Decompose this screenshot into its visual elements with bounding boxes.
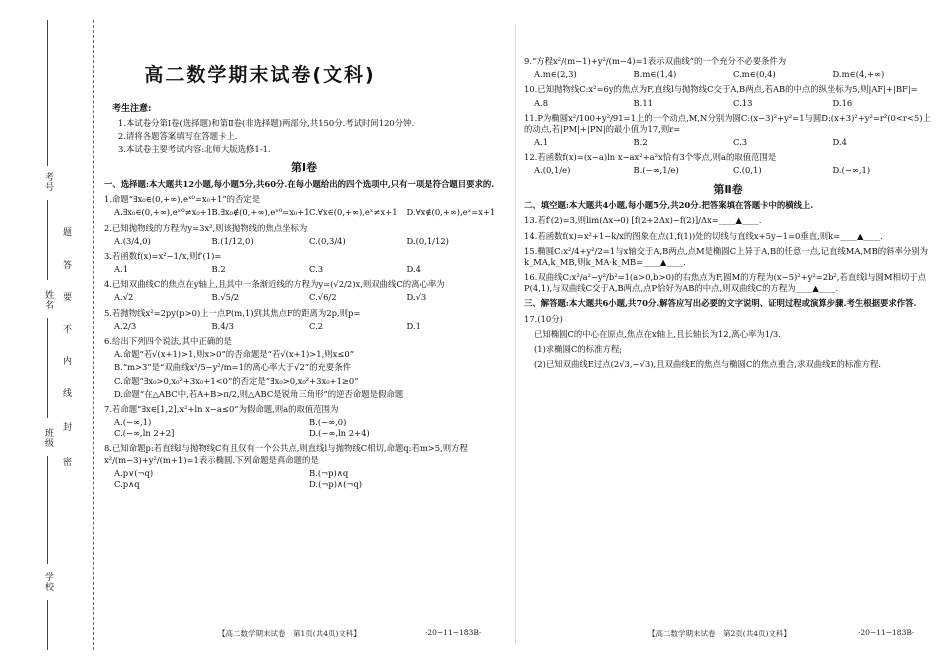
question-stem: 10.已知抛物线C:x²=6y的焦点为F,直线l与抛物线C交于A,B两点,若AB的中点的纵坐标为5,则|AF|+|BF|= (524, 84, 918, 95)
answer-option: B.∃x₀∉(0,+∞),eˣ⁰=x₀+1 (211, 207, 310, 218)
question-stem: 1.命题“∃x₀∈(0,+∞),eˣ⁰=x₀+1”的否定是 (104, 194, 261, 205)
answer-option: B.(¬p)∧q (309, 467, 349, 478)
answer-option: B.2 (633, 137, 648, 148)
answer-option: C.3 (309, 264, 324, 275)
answer-option: A.8 (534, 97, 549, 108)
exam-no-line-2 (47, 200, 48, 280)
question-stem: 9.“方程x²/(m−1)+y²/(m−4)=1表示双曲线”的一个充分不必要条件为 (524, 56, 787, 66)
answer-option: A.√2 (114, 292, 134, 303)
answer-option: D.(0,1/12) (406, 235, 449, 246)
statement-line: C.命题“∃x₀>0,x₀²+3x₀+1<0”的否定是“∃x₀>0,x₀²+3x₀+1≥0” (114, 375, 359, 386)
notice-heading: 考生注意: (112, 104, 152, 114)
question-13: 13.若f′(2)=3,则lim(Δx→0) [f(2+2Δx)−f(2)]/Δx=____▲____. (524, 215, 762, 226)
answer-option: B.2 (211, 264, 226, 275)
cut-line (93, 20, 94, 650)
options-row (114, 417, 504, 439)
answer-option: D.m∈(4,+∞) (832, 69, 885, 80)
answer-option: D.1 (406, 320, 421, 331)
part1-instruction: 一、选择题:本大题共12小题,每小题5分,共60分.在每小题给出的四个选项中,只有一项是符合题目要求的. (104, 179, 495, 190)
seal-char: 内 (63, 357, 73, 367)
answer-option: C.p∧q (114, 478, 140, 489)
exam-no-label: 考号 (43, 172, 53, 192)
answer-option: D.(−∞,1) (832, 165, 871, 176)
answer-option: D.16 (832, 97, 853, 108)
column-separator (515, 24, 516, 644)
options-row (114, 321, 504, 332)
answer-option: D.(¬p)∧(¬q) (309, 478, 363, 489)
statement-line: D.命题“在△ABC中,若A+B>π/2,则△ABC是锐角三角形”的逆否命题是假命题 (114, 388, 404, 399)
answer-option: C.(−∞,ln 2+2] (114, 428, 175, 439)
answer-option: B.m∈(1,4) (633, 69, 677, 80)
exam-no-line (47, 20, 48, 166)
statement-line: B.“m>3”是“双曲线x²/5−y²/m=1的离心率大于√2”的充要条件 (114, 362, 351, 373)
question-stem: 7.若命题“∃x∈[1,2],x²+ln x−a≤0”为假命题,则a的取值范围为 (104, 403, 339, 414)
class-label: 班级 (43, 428, 53, 448)
answer-option: D.∀x∉(0,+∞),eˣ=x+1 (406, 207, 496, 218)
question-17-part1: (1)求椭圆C的标准方程; (534, 343, 623, 354)
question-stem: 3.若函数f(x)=x²−1/x,则f′(1)= (104, 250, 222, 261)
part2-heading: 第Ⅱ卷 (713, 182, 743, 196)
question-stem: 11.P为椭圆x²/100+y²/91=1上的一个动点,M,N分别为圆C:(x−3)²+y²=1与圆D:(x+3)²+y²=r²(0<r<5)上的动点,若|PM|+|PN|的最小值为17,则r= (524, 112, 931, 134)
name-label: 姓名 (43, 290, 53, 310)
seal-char: 线 (63, 389, 73, 399)
solve-instruction: 三、解答题:本大题共6小题,共70分.解答应写出必要的文字说明、证明过程或演算步骤.考生根据要求作答. (524, 298, 917, 309)
answer-option: C.∀x∈(0,+∞),eˣ≠x+1 (309, 207, 398, 218)
options-row (534, 165, 932, 176)
right-column (524, 52, 932, 370)
answer-option: A.1 (114, 264, 129, 275)
answer-option: B.√5/2 (211, 292, 240, 303)
part1-heading: 第Ⅰ卷 (290, 161, 318, 175)
question-14: 14.若函数f(x)=x²+1−k/x的图象在点(1,f(1))处的切线与直线x+5y−1=0垂直,则k=____▲____. (524, 230, 883, 241)
seal-char: 答 (63, 261, 73, 271)
answer-option: D.(−∞,ln 2+4) (309, 428, 370, 439)
footer-right-code: ·20−11−183B· (858, 628, 915, 637)
fill-instruction: 二、填空题:本大题共4小题,每小题5分,共20分.把答案填在答题卡中的横线上. (524, 200, 814, 211)
name-line (47, 318, 48, 418)
answer-option: C.3 (733, 137, 748, 148)
options-row (114, 468, 504, 490)
seal-char: 不 (63, 325, 73, 335)
school-line (47, 600, 48, 650)
seal-char: 要 (63, 293, 73, 303)
seal-char: 密 (63, 458, 73, 468)
answer-option: A.(3/4,0) (114, 235, 151, 246)
question-17-part2: (2)已知双曲线E过点(2√3,−√3),且双曲线E的焦点与椭圆C的焦点重合,求双曲线E的标准方程. (534, 359, 882, 370)
seal-char: 封 (63, 423, 73, 433)
class-line (47, 456, 48, 564)
answer-option: C.√6/2 (309, 292, 337, 303)
question-stem: 8.已知命题p:若直线l与抛物线C有且仅有一个公共点,则直线l与抛物线C相切,命题q:若m>5,则方程x²/(m−3)+y²/(m+1)=1表示椭圆.下列命题是真命题的是 (104, 443, 468, 465)
question-16: 16.双曲线C:x²/a²−y²/b²=1(a>0,b>0)的右焦点为F,圆M的方程为(x−5)²+y²=2b²,若直线l与圆M相切于点P(4,1),与双曲线C交于A,B两点,点P恰好为AB的中点,则双曲线C的方程为____▲____. (524, 272, 927, 294)
question-stem: 4.已知双曲线C的焦点在y轴上,且其中一条渐近线的方程为y=(√2/2)x,则双曲线C的离心率为 (104, 279, 445, 290)
footer-left: 【高二数学期末试卷 第1页(共4页)文科】 (218, 629, 361, 638)
school-label: 学校 (43, 572, 53, 592)
options-row (114, 264, 504, 275)
answer-option: A.∃x₀∈(0,+∞),eˣ⁰≠x₀+1 (114, 207, 213, 218)
left-column (104, 104, 504, 490)
answer-option: A.p∨(¬q) (114, 467, 154, 478)
answer-option: B.(1/12,0) (211, 235, 254, 246)
options-row (114, 236, 504, 247)
options-row (114, 207, 504, 218)
answer-option: C.(0,3/4) (309, 235, 346, 246)
answer-option: B.4/3 (211, 320, 234, 331)
options-row (534, 69, 932, 80)
answer-option: D.4 (406, 264, 421, 275)
footer-right: 【高二数学期末试卷 第2页(共4页)文科】 (648, 629, 791, 638)
question-17-head: 17.(10分) (524, 313, 563, 324)
answer-option: C.2 (309, 320, 324, 331)
answer-option: C.(0,1) (733, 165, 762, 176)
question-15: 15.椭圆C:x²/4+y²/2=1与x轴交于A,B两点,点M是椭圆C上异于A,B的任意一点,记直线MA,MB的斜率分别为k_MA,k_MB,则k_MA·k_MB=____▲____. (524, 245, 929, 267)
question-stem: 6.给出下列四个说法,其中正确的是 (104, 336, 232, 346)
answer-option: A.(−∞,1) (114, 417, 152, 428)
question-17-stem: 已知椭圆C的中心在原点,焦点在x轴上,且长轴长为12,离心率为1/3. (534, 328, 781, 339)
question-stem: 5.若抛物线x²=2py(p>0)上一点P(m,1)到其焦点F的距离为2p,则p= (104, 307, 361, 318)
answer-option: A.2/3 (114, 320, 137, 331)
question-stem: 2.已知抛物线的方程为y=3x²,则该抛物线的焦点坐标为 (104, 222, 308, 233)
answer-option: D.4 (832, 137, 847, 148)
answer-option: A.(0,1/e) (534, 165, 571, 176)
answer-option: A.m∈(2,3) (534, 69, 577, 80)
binding-strip (0, 0, 118, 668)
options-row (114, 292, 504, 303)
page-title: 高二数学期末试卷(文科) (144, 64, 376, 86)
answer-option: C.m∈(0,4) (733, 69, 776, 80)
options-row (534, 98, 932, 109)
left-questions (104, 194, 504, 490)
statement-line: A.命题“若√(x+1)>1,则x>0”的否命题是“若√(x+1)>1,则x≤0” (114, 349, 354, 360)
answer-option: B.11 (633, 97, 653, 108)
question-stem: 12.若函数f(x)=(x−a)ln x−ax²+a²x恰有3个零点,则a的取值范围是 (524, 152, 777, 163)
options-row (534, 137, 932, 148)
seal-char: 题 (63, 228, 73, 238)
notice-item: 2.请将各题答案填写在答题卡上. (118, 131, 238, 142)
answer-option: A.1 (534, 137, 549, 148)
notice-item: 1.本试卷分第Ⅰ卷(选择题)和第Ⅱ卷(非选择题)两部分,共150分.考试时间120分钟. (118, 117, 415, 128)
answer-option: D.√3 (406, 292, 427, 303)
right-questions (524, 56, 932, 177)
answer-option: B.(−∞,1/e) (633, 165, 679, 176)
footer-left-code: ·20−11−183B· (425, 628, 482, 637)
notice-item: 3.本试卷主要考试内容:北师大版选修1-1. (118, 144, 271, 155)
answer-option: B.(−∞,0) (309, 417, 347, 428)
notice-block (104, 104, 504, 155)
answer-option: C.13 (733, 97, 753, 108)
